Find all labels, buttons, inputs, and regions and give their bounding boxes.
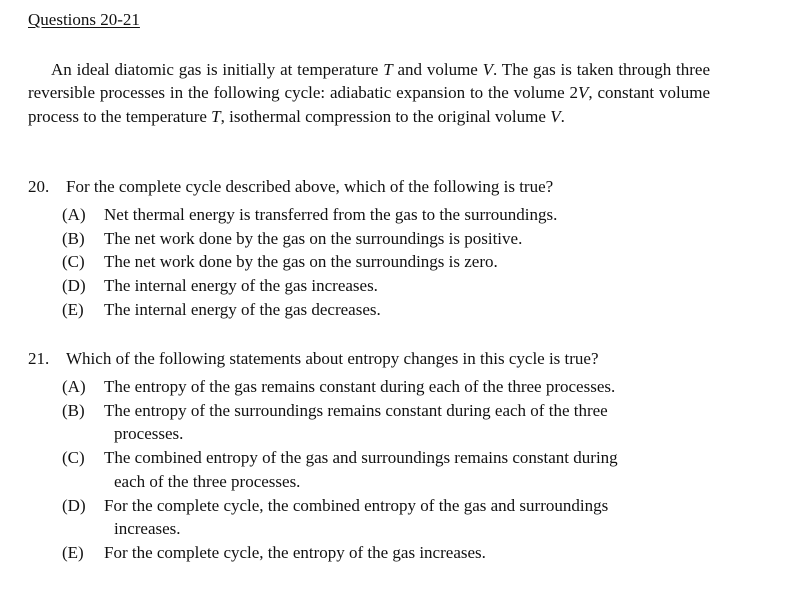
intro-text-6: .: [560, 106, 565, 126]
choice-text: [104, 446, 664, 493]
choice-text: The internal energy of the gas increases.: [104, 276, 378, 296]
question-21: [28, 347, 728, 565]
choice-text: For the complete cycle, the entropy of the gas increases.: [104, 542, 486, 562]
intro-paragraph: [28, 58, 710, 128]
choice-text-line-1: The combined entropy of the gas and surroundings remains constant during: [104, 448, 618, 468]
choice-b[interactable]: [28, 399, 728, 446]
choice-e[interactable]: [28, 298, 728, 322]
var-volume: V: [482, 60, 494, 79]
choice-text: [104, 494, 664, 541]
choice-a[interactable]: [28, 203, 728, 227]
choice-text-line-1: The entropy of the surroundings remains constant during each of the three: [104, 400, 608, 420]
choice-b[interactable]: [28, 227, 728, 251]
choice-text: The entropy of the gas remains constant during each of the three processes.: [104, 377, 616, 396]
choice-letter: (D): [62, 276, 86, 296]
choice-text: Net thermal energy is transferred from the gas to the surroundings.: [104, 205, 558, 224]
choice-e[interactable]: [28, 541, 728, 565]
choice-text-line-1: For the complete cycle, the combined entropy of the gas and surroundings: [104, 495, 609, 515]
choice-letter: (E): [62, 299, 84, 319]
choice-letter: (D): [62, 495, 86, 515]
choice-letter: (C): [62, 252, 85, 272]
var-volume-2: V: [578, 83, 589, 103]
var-temperature-2: T: [211, 106, 221, 126]
intro-text-5: , isothermal compression to the original volume: [220, 106, 551, 126]
intro-text-1: An ideal diatomic gas is initially at temperature: [51, 60, 384, 79]
choice-text: The internal energy of the gas decreases.: [104, 299, 381, 319]
choice-letter: (A): [62, 377, 86, 396]
question-stem: [28, 175, 728, 199]
var-volume-3: V: [550, 106, 561, 126]
intro-text-3: . The gas is taken through three reversible processes in the following cycle: adiabatic expansion to the volume 2: [28, 60, 711, 103]
var-temperature: T: [383, 60, 393, 79]
choice-text: The net work done by the gas on the surroundings is positive.: [104, 228, 523, 248]
choice-text-line-2: processes.: [114, 424, 184, 444]
choice-text-line-2: each of the three processes.: [114, 471, 301, 491]
choice-letter: (B): [62, 400, 85, 420]
question-text: Which of the following statements about entropy changes in this cycle is true?: [66, 349, 599, 368]
choice-d[interactable]: [28, 274, 728, 298]
choice-letter: (B): [62, 228, 85, 248]
choice-d[interactable]: [28, 494, 728, 541]
intro-text-2: and volume: [392, 60, 483, 79]
choice-letter: (E): [62, 542, 84, 562]
question-number: 20.: [28, 177, 50, 196]
choice-list: [28, 203, 728, 322]
question-number: 21.: [28, 349, 50, 368]
choice-a[interactable]: [28, 375, 728, 399]
choice-text: The net work done by the gas on the surroundings is zero.: [104, 252, 498, 272]
choice-text: [104, 399, 664, 446]
question-stem: [28, 347, 728, 371]
choice-list: [28, 375, 728, 565]
question-text: For the complete cycle described above, which of the following is true?: [66, 177, 554, 196]
choice-text-line-2: increases.: [114, 519, 181, 539]
section-heading: Questions 20-21: [28, 10, 140, 29]
question-20: [28, 175, 728, 322]
choice-letter: (A): [62, 205, 86, 224]
intro-text-4: , constant volume process to the temperature: [28, 83, 710, 126]
choice-letter: (C): [62, 448, 85, 468]
choice-c[interactable]: [28, 250, 728, 274]
choice-c[interactable]: [28, 446, 728, 493]
